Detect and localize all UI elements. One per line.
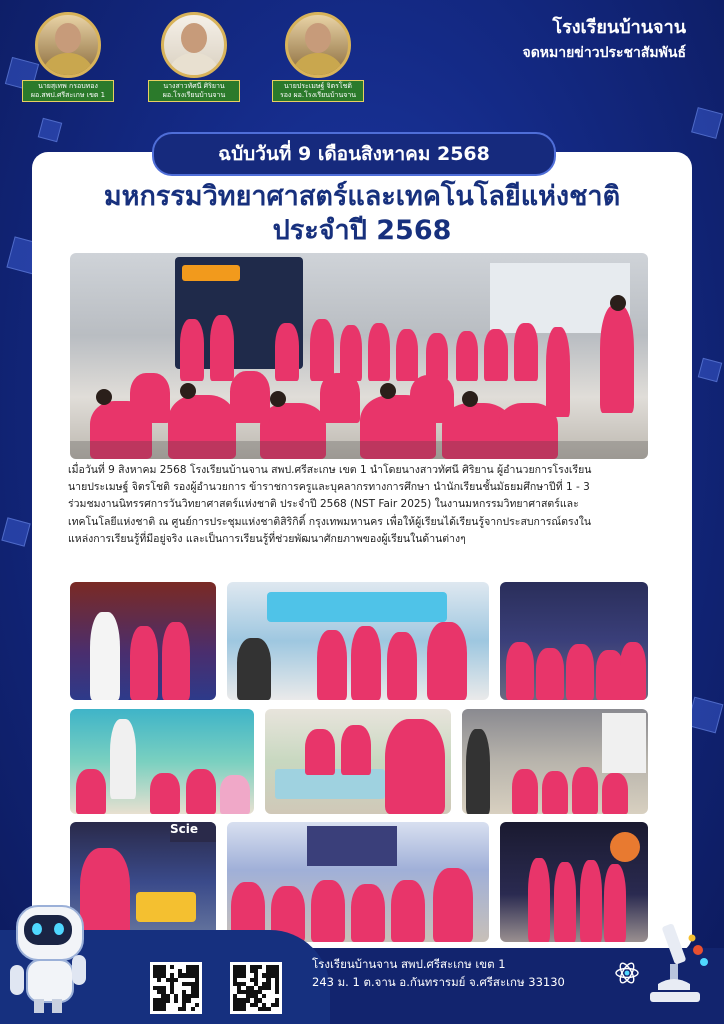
qr-code-facebook[interactable] [150, 962, 202, 1014]
description-line: เมื่อวันที่ 9 สิงหาคม 2568 โรงเรียนบ้านจาน สพป.ศรีสะเกษ เขต 1 นำโดยนางสาวทัศนี ศิริยาน ผู้อำนวยการโรงเรียน [68, 464, 592, 476]
activity-photo [265, 709, 451, 814]
article-description [68, 462, 652, 548]
headline: มหกรรมวิทยาศาสตร์และเทคโนโลยีแห่งชาติ ประจำปี 2568 [103, 181, 621, 246]
person-school-director [148, 12, 240, 102]
footer-address-line1: โรงเรียนบ้านจาน สพป.ศรีสะเกษ เขต 1 [312, 957, 506, 971]
person-deputy-director [272, 12, 364, 102]
avatar [285, 12, 351, 78]
activity-photo [70, 582, 216, 700]
name-tag: นายประเมษฐ์ จิตรโชติ รอง ผอ.โรงเรียนบ้านจาน [272, 80, 364, 102]
name-tag: นางสาวทัศนี ศิริยาน ผอ.โรงเรียนบ้านจาน [148, 80, 240, 102]
person-director-area [22, 12, 114, 102]
decor-square [691, 107, 723, 139]
activity-photo [462, 709, 648, 814]
description-line: ร่วมชมงานนิทรรศการวันวิทยาศาสตร์แห่งชาติ ประจำปี 2568 (NST Fair 2025) ในงานมหกรรมวิทยาศาสตร์และ [68, 498, 579, 511]
decor-square [687, 697, 724, 734]
name-tag: นายสุเทพ กรอบทอง ผอ.สพป.ศรีสะเกษ เขต 1 [22, 80, 114, 102]
description-line: แหล่งการเรียนรู้ที่มีอยู่จริง และเป็นการเรียนรู้ที่ช่วยพัฒนาศักยภาพของผู้เรียนในด้านต่างๆ [68, 532, 466, 545]
description-line: นายประเมษฐ์ จิตรโชติ รองผู้อำนวยการ ข้าราชการครูและบุคลากรทางการศึกษา นำนักเรียนชั้นมัธยมศึกษาปีที่ 1 - 3 [68, 481, 590, 494]
activity-photo [227, 822, 489, 942]
activity-photo [227, 582, 489, 700]
avatar [35, 12, 101, 78]
activity-photo [500, 822, 648, 942]
decor-square [698, 358, 722, 382]
atom-icon [614, 960, 640, 986]
school-name: โรงเรียนบ้านจาน [552, 17, 686, 38]
decor-square [1, 517, 30, 546]
activity-photo [70, 709, 254, 814]
issue-date: ฉบับวันที่ 9 เดือนสิงหาคม 2568 [152, 132, 556, 176]
activity-photo: Scie [70, 822, 216, 942]
description-line: เทคโนโลยีแห่งชาติ ณ ศูนย์การประชุมแห่งชาติสิริกิติ์ กรุงเทพมหานคร เพื่อให้ผู้เรียนได้เรียนรู้จากประสบการณ์ตรงใน [68, 515, 592, 528]
microscope-icon [640, 920, 710, 1010]
main-group-photo [70, 253, 648, 459]
footer-address-line2: 243 ม. 1 ต.จาน อ.กันทรารมย์ จ.ศรีสะเกษ 33130 [312, 975, 565, 989]
robot-icon [8, 895, 94, 1015]
qr-code-website[interactable] [230, 962, 282, 1014]
activity-photo [500, 582, 648, 700]
newsletter-title: จดหมายข่าวประชาสัมพันธ์ [522, 45, 686, 61]
decor-square [38, 118, 62, 142]
avatar [161, 12, 227, 78]
